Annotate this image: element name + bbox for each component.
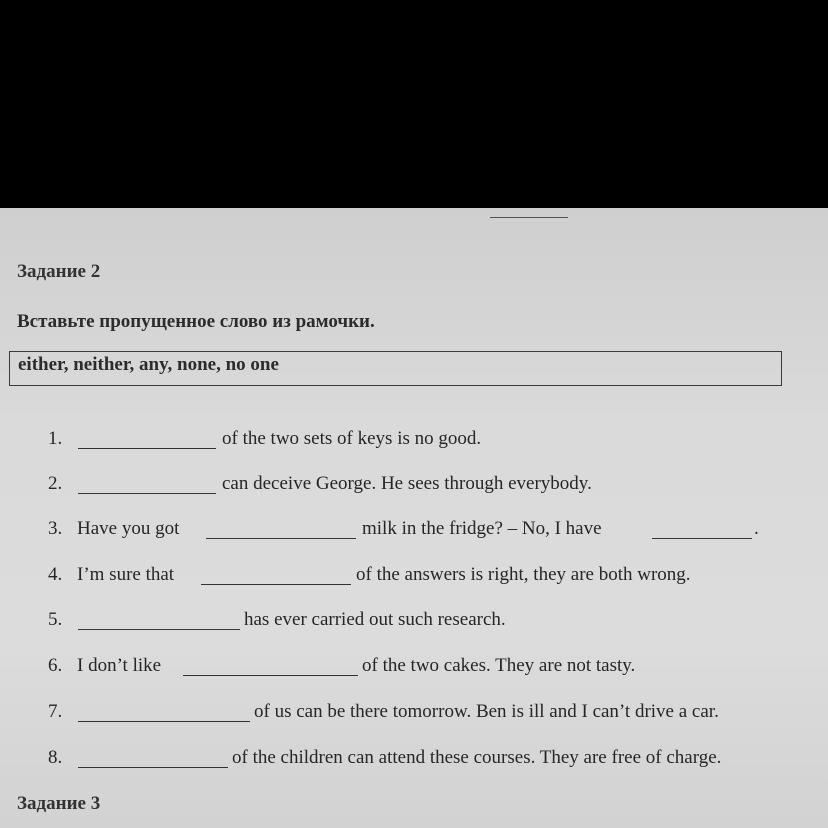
task-instruction: Вставьте пропущенное слово из рамочки. bbox=[17, 311, 375, 332]
item-number: 1. bbox=[48, 428, 63, 449]
item-number: 3. bbox=[48, 518, 63, 539]
item-text: of the two sets of keys is no good. bbox=[222, 428, 482, 449]
item-number: 7. bbox=[48, 701, 63, 722]
item-number: 5. bbox=[48, 609, 63, 630]
item-text-before: I’m sure that bbox=[77, 564, 175, 585]
item-text: of the children can attend these courses. They are free of charge. bbox=[232, 747, 722, 768]
answer-blank[interactable] bbox=[78, 747, 228, 768]
item-text-before: I don’t like bbox=[77, 655, 162, 676]
item-text-end: . bbox=[754, 518, 759, 539]
answer-blank[interactable] bbox=[78, 428, 216, 449]
item-number: 4. bbox=[48, 564, 63, 585]
cut-off-previous-line bbox=[330, 208, 480, 218]
item-number: 6. bbox=[48, 655, 63, 676]
answer-blank-first[interactable] bbox=[206, 518, 356, 539]
word-bank-box bbox=[9, 351, 782, 386]
item-number: 8. bbox=[48, 747, 63, 768]
answer-blank[interactable] bbox=[201, 564, 351, 585]
word-bank-text: either, neither, any, none, no one bbox=[18, 354, 279, 375]
answer-blank[interactable] bbox=[183, 655, 358, 676]
previous-answer-blank bbox=[490, 217, 568, 218]
item-text-middle: milk in the fridge? – No, I have bbox=[362, 518, 602, 539]
item-text: of the two cakes. They are not tasty. bbox=[362, 655, 636, 676]
task-2-title: Задание 2 bbox=[17, 261, 101, 282]
item-text: can deceive George. He sees through everybody. bbox=[222, 473, 592, 494]
task-3-title: Задание 3 bbox=[17, 793, 101, 814]
answer-blank[interactable] bbox=[78, 701, 250, 722]
item-text: of us can be there tomorrow. Ben is ill and I can’t drive a car. bbox=[254, 701, 719, 722]
answer-blank[interactable] bbox=[78, 473, 216, 494]
answer-blank-second[interactable] bbox=[652, 518, 752, 539]
item-text-before: Have you got bbox=[77, 518, 180, 539]
item-text: has ever carried out such research. bbox=[244, 609, 506, 630]
answer-blank[interactable] bbox=[78, 609, 240, 630]
item-number: 2. bbox=[48, 473, 63, 494]
worksheet-page bbox=[0, 208, 828, 828]
item-text: of the answers is right, they are both wrong. bbox=[356, 564, 691, 585]
